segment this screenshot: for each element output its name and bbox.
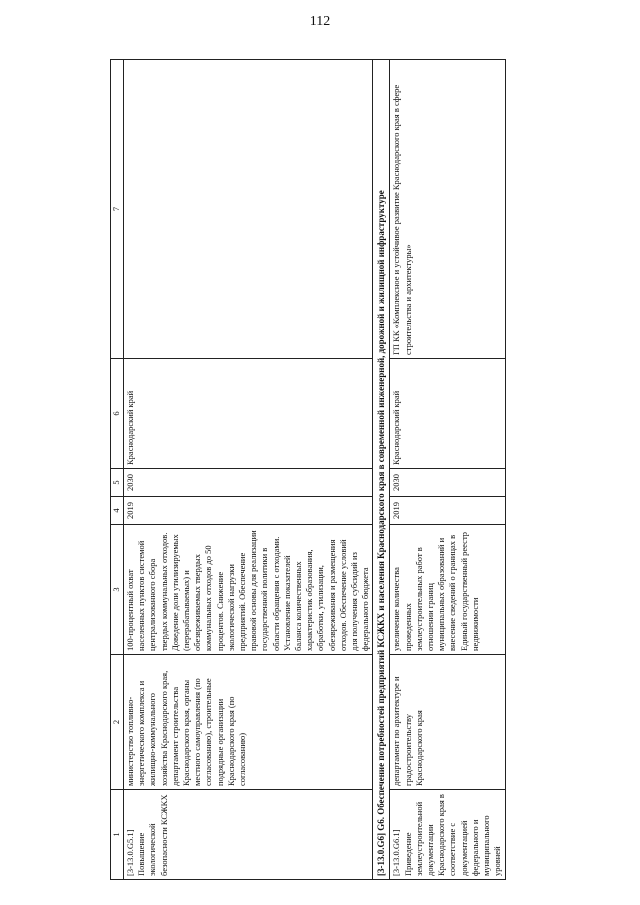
responsible-executors: департамент по архитектуре и градостроительству Краснодарского края [390, 655, 505, 790]
col-header-1: 1 [111, 790, 124, 880]
header-row [111, 60, 124, 880]
program: ГП КК «Комплексное и устойчивое развитие Краснодарского края в сфере строительства и архитектуры» [390, 60, 505, 359]
table-row [390, 60, 505, 880]
measure-name: [3-13.0.G6.1] Приведение землеустроительной документации Краснодарского края в соответствие с документацией федерального и муниципального уровней [390, 790, 505, 880]
measures-table [110, 59, 506, 880]
col-header-2: 2 [111, 655, 124, 790]
territory: Краснодарский край [390, 359, 505, 469]
start-year: 2019 [390, 497, 505, 525]
section-title: [3-13.0.G6] G6. Обеспечение потребностей предприятий КСЖКХ и населения Краснодарского края в современной инженерной, дорожной и жилищной инфраструктуре [373, 60, 390, 880]
end-year: 2030 [124, 469, 373, 497]
program [124, 60, 373, 359]
col-header-4: 4 [111, 497, 124, 525]
measure-name: [3-13.0.G5.1] Повышение экологической безопасности КСЖКХ [124, 790, 373, 880]
expected-result: 100-процентный охват населенных пунктов системой централизованного сбора твердых коммунальных отходов. Доведение доли утилизируемых (перерабатываемых) и обезвреживаемых твердых коммунальных отходов до 50 процентов. Снижение экологической нагрузки предприятий. Обеспечение правовой основы для реализации государственной политики в области обращения с отходами. Установление показателей баланса количественных характеристик образования, обработки, утилизации, обезвреживания и размещения отходов. Обеспечение условий для получения субсидий из федерального бюджета [124, 525, 373, 655]
col-header-3: 3 [111, 525, 124, 655]
col-header-7: 7 [111, 60, 124, 359]
expected-result: увеличение количества проведенных землеустроительных работ в отношении границ муниципальных образований и внесение сведений о границах в Единый государственный реестр недвижимости [390, 525, 505, 655]
col-header-5: 5 [111, 469, 124, 497]
section-row [373, 60, 390, 880]
col-header-6: 6 [111, 359, 124, 469]
table-row [124, 60, 373, 880]
start-year: 2019 [124, 497, 373, 525]
territory: Краснодарский край [124, 359, 373, 469]
page-number: 112 [309, 14, 331, 29]
end-year: 2030 [390, 469, 505, 497]
responsible-executors: министерство топливно-энергетического комплекса и жилищно-коммунального хозяйства Краснодарского края, департамент строительства Краснодарского края, органы местного самоуправления (по согласованию), строительные подрядные организации Краснодарского края (по согласованию) [124, 655, 373, 790]
rotated-table-container [110, 60, 625, 880]
